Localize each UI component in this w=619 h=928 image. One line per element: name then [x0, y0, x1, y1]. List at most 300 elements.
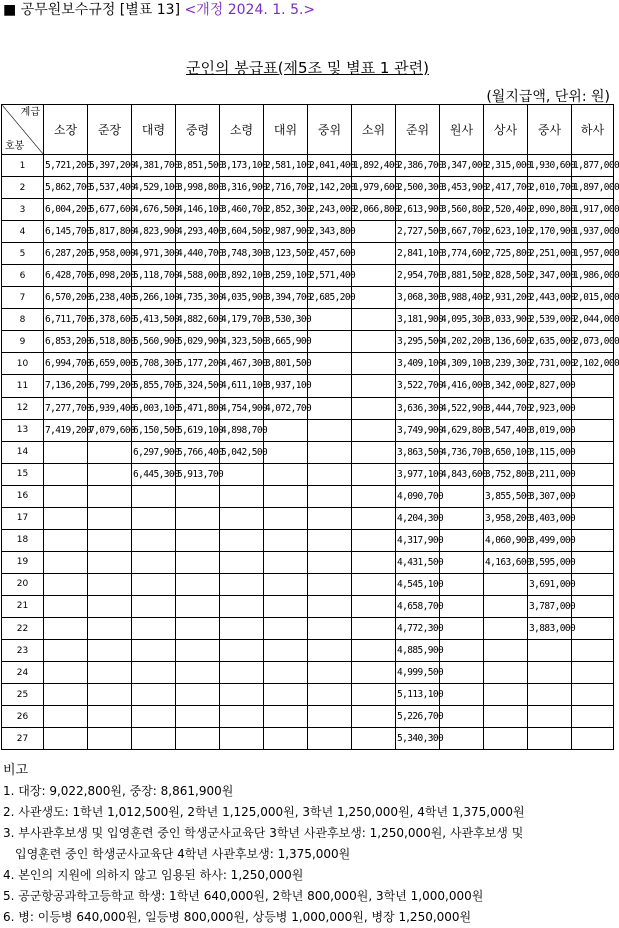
salary-cell: 3,033,900 [484, 309, 528, 331]
salary-cell: 2,828,500 [484, 265, 528, 287]
salary-cell: 4,416,000 [440, 375, 484, 397]
step-cell: 22 [2, 617, 44, 639]
salary-cell: 2,635,000 [528, 331, 572, 353]
salary-cell: 3,801,500 [264, 353, 308, 375]
step-cell: 1 [2, 155, 44, 177]
salary-cell [220, 507, 264, 529]
salary-cell [132, 640, 176, 662]
salary-cell: 2,315,000 [484, 155, 528, 177]
salary-cell: 3,444,700 [484, 397, 528, 419]
step-cell: 3 [2, 199, 44, 221]
salary-cell: 2,347,000 [528, 265, 572, 287]
salary-cell [176, 617, 220, 639]
salary-cell [132, 529, 176, 551]
step-cell: 16 [2, 485, 44, 507]
salary-cell [220, 706, 264, 728]
salary-cell: 6,150,500 [132, 419, 176, 441]
salary-cell [88, 507, 132, 529]
header-row [2, 105, 614, 155]
salary-cell [176, 551, 220, 573]
salary-cell [352, 221, 396, 243]
salary-cell: 2,623,100 [484, 221, 528, 243]
salary-cell [440, 529, 484, 551]
salary-cell: 2,841,100 [396, 243, 440, 265]
salary-cell [352, 309, 396, 331]
salary-cell: 2,142,200 [308, 177, 352, 199]
salary-cell: 3,748,300 [220, 243, 264, 265]
salary-cell [264, 706, 308, 728]
salary-cell [88, 617, 132, 639]
salary-cell: 3,019,000 [528, 419, 572, 441]
table-body [2, 155, 619, 750]
salary-cell: 1,930,600 [528, 155, 572, 177]
salary-cell [528, 640, 572, 662]
salary-cell [264, 463, 308, 485]
salary-cell: 6,853,200 [44, 331, 88, 353]
salary-cell [220, 728, 264, 750]
salary-cell [352, 463, 396, 485]
note-item [3, 865, 525, 886]
salary-cell: 6,711,700 [44, 309, 88, 331]
table-row [2, 397, 614, 419]
salary-cell [44, 529, 88, 551]
note-number: 6. [3, 910, 15, 924]
table-row [2, 551, 614, 573]
salary-cell [440, 573, 484, 595]
table-row [2, 617, 614, 639]
salary-cell: 2,417,700 [484, 177, 528, 199]
salary-cell [132, 485, 176, 507]
salary-cell [308, 595, 352, 617]
document-header [3, 1, 315, 19]
salary-cell: 2,520,400 [484, 199, 528, 221]
salary-cell: 4,999,500 [396, 662, 440, 684]
salary-cell [176, 640, 220, 662]
salary-cell: 3,173,100 [220, 155, 264, 177]
salary-cell: 2,685,200 [308, 287, 352, 309]
salary-cell [572, 706, 614, 728]
salary-cell [88, 640, 132, 662]
salary-cell: 6,939,400 [88, 397, 132, 419]
salary-cell: 6,659,000 [88, 353, 132, 375]
salary-cell [44, 706, 88, 728]
salary-cell: 4,163,600 [484, 551, 528, 573]
salary-cell: 2,852,300 [264, 199, 308, 221]
salary-cell [220, 617, 264, 639]
salary-cell: 4,629,800 [440, 419, 484, 441]
salary-cell: 4,735,300 [176, 287, 220, 309]
salary-cell: 4,754,900 [220, 397, 264, 419]
salary-cell [440, 485, 484, 507]
salary-cell: 2,827,000 [528, 375, 572, 397]
note-item [3, 907, 525, 928]
salary-cell: 2,044,000 [572, 309, 614, 331]
note-text: 대장: 9,022,800원, 중장: 8,861,900원 [18, 784, 234, 798]
note-number: 3. [3, 826, 15, 840]
salary-cell [484, 595, 528, 617]
salary-cell: 3,958,200 [484, 507, 528, 529]
table-row [2, 265, 614, 287]
salary-cell [572, 485, 614, 507]
salary-cell [572, 397, 614, 419]
salary-cell: 5,862,700 [44, 177, 88, 199]
salary-cell [572, 595, 614, 617]
salary-cell [220, 662, 264, 684]
salary-cell [132, 662, 176, 684]
salary-cell: 5,708,300 [132, 353, 176, 375]
notes-section [3, 760, 525, 928]
table-row [2, 728, 614, 750]
table-row [2, 221, 614, 243]
salary-cell [220, 463, 264, 485]
table-row [2, 375, 614, 397]
salary-cell: 3,851,500 [176, 155, 220, 177]
salary-cell: 4,736,700 [440, 441, 484, 463]
salary-cell: 3,295,500 [396, 331, 440, 353]
salary-cell: 2,539,000 [528, 309, 572, 331]
salary-cell [264, 662, 308, 684]
salary-cell [88, 551, 132, 573]
salary-cell: 2,954,700 [396, 265, 440, 287]
table-row [2, 529, 614, 551]
salary-cell [528, 662, 572, 684]
salary-cell: 3,977,100 [396, 463, 440, 485]
salary-cell: 3,068,300 [396, 287, 440, 309]
note-text: 병: 이등병 640,000원, 일등병 800,000원, 상등병 1,000,000원, 병장 1,250,000원 [18, 910, 472, 924]
note-number: 2. [3, 805, 15, 819]
salary-cell [308, 397, 352, 419]
salary-cell [308, 375, 352, 397]
salary-cell [88, 684, 132, 706]
salary-cell [308, 551, 352, 573]
salary-cell: 3,394,700 [264, 287, 308, 309]
salary-cell [308, 419, 352, 441]
salary-cell [88, 485, 132, 507]
salary-cell [132, 684, 176, 706]
rank-header: 소장 [44, 105, 88, 155]
salary-cell [132, 507, 176, 529]
salary-cell [308, 441, 352, 463]
salary-cell: 3,937,100 [264, 375, 308, 397]
salary-cell [88, 728, 132, 750]
salary-cell: 5,855,700 [132, 375, 176, 397]
salary-cell [484, 662, 528, 684]
salary-cell [528, 728, 572, 750]
salary-cell [264, 573, 308, 595]
salary-cell [220, 573, 264, 595]
salary-cell [440, 662, 484, 684]
salary-cell [264, 684, 308, 706]
salary-cell [308, 485, 352, 507]
salary-cell: 6,238,400 [88, 287, 132, 309]
salary-cell: 3,863,500 [396, 441, 440, 463]
step-cell: 13 [2, 419, 44, 441]
salary-cell [352, 662, 396, 684]
table-row [2, 507, 614, 529]
note-item [3, 886, 525, 907]
salary-cell [44, 463, 88, 485]
salary-cell: 5,226,700 [396, 706, 440, 728]
salary-cell: 3,307,000 [528, 485, 572, 507]
salary-cell [352, 353, 396, 375]
salary-cell [44, 551, 88, 573]
step-cell: 20 [2, 573, 44, 595]
salary-cell: 6,799,200 [88, 375, 132, 397]
salary-cell: 3,136,600 [484, 331, 528, 353]
salary-cell: 5,677,600 [88, 199, 132, 221]
salary-cell: 4,898,700 [220, 419, 264, 441]
salary-cell: 4,179,700 [220, 309, 264, 331]
salary-cell [352, 331, 396, 353]
salary-cell: 6,378,600 [88, 309, 132, 331]
salary-cell [352, 485, 396, 507]
table-row [2, 287, 614, 309]
salary-cell: 6,098,200 [88, 265, 132, 287]
salary-cell: 2,041,400 [308, 155, 352, 177]
salary-cell: 4,095,300 [440, 309, 484, 331]
salary-cell: 7,136,200 [44, 375, 88, 397]
notes-title: 비고 [3, 763, 29, 778]
rank-header: 대령 [132, 105, 176, 155]
salary-cell [528, 684, 572, 706]
salary-cell: 4,323,500 [220, 331, 264, 353]
salary-cell: 4,885,900 [396, 640, 440, 662]
salary-cell: 3,342,000 [484, 375, 528, 397]
salary-cell [440, 728, 484, 750]
salary-cell [352, 684, 396, 706]
table-title: 군인의 봉급표(제5조 및 별표 1 관련) [185, 59, 429, 77]
salary-cell [264, 507, 308, 529]
salary-cell [176, 529, 220, 551]
corner-rank-label: 계급 [20, 107, 40, 118]
salary-cell [572, 507, 614, 529]
step-cell: 25 [2, 684, 44, 706]
salary-cell [132, 617, 176, 639]
salary-cell [44, 728, 88, 750]
salary-cell [88, 662, 132, 684]
salary-cell [176, 706, 220, 728]
salary-cell: 2,343,800 [308, 221, 352, 243]
salary-cell [352, 265, 396, 287]
table-row [2, 199, 614, 221]
salary-cell: 2,987,900 [264, 221, 308, 243]
salary-cell [352, 706, 396, 728]
salary-cell: 5,413,500 [132, 309, 176, 331]
salary-cell [484, 706, 528, 728]
salary-cell: 5,177,200 [176, 353, 220, 375]
salary-cell: 5,118,700 [132, 265, 176, 287]
salary-cell [440, 507, 484, 529]
salary-cell [308, 507, 352, 529]
salary-cell: 6,428,700 [44, 265, 88, 287]
salary-cell: 2,010,700 [528, 177, 572, 199]
salary-cell [352, 419, 396, 441]
salary-cell: 2,923,000 [528, 397, 572, 419]
salary-cell: 3,115,000 [528, 441, 572, 463]
salary-cell [352, 243, 396, 265]
step-cell: 14 [2, 441, 44, 463]
salary-cell [308, 331, 352, 353]
salary-cell: 4,971,300 [132, 243, 176, 265]
salary-cell: 2,243,000 [308, 199, 352, 221]
table-row [2, 309, 614, 331]
salary-cell: 3,667,700 [440, 221, 484, 243]
salary-cell [352, 728, 396, 750]
step-cell: 27 [2, 728, 44, 750]
salary-cell [484, 617, 528, 639]
step-cell: 18 [2, 529, 44, 551]
salary-cell [484, 684, 528, 706]
salary-cell [44, 441, 88, 463]
table-row [2, 177, 614, 199]
salary-cell [88, 463, 132, 485]
salary-cell [44, 485, 88, 507]
salary-cell: 4,090,700 [396, 485, 440, 507]
salary-cell [352, 551, 396, 573]
rank-header: 원사 [440, 105, 484, 155]
salary-cell: 3,636,300 [396, 397, 440, 419]
salary-cell: 3,403,000 [528, 507, 572, 529]
salary-cell: 4,072,700 [264, 397, 308, 419]
step-cell: 9 [2, 331, 44, 353]
revision-link[interactable]: <개정 2024. 1. 5.> [184, 2, 316, 18]
salary-cell: 4,588,000 [176, 265, 220, 287]
salary-cell: 2,716,700 [264, 177, 308, 199]
salary-cell [572, 684, 614, 706]
salary-cell: 5,560,900 [132, 331, 176, 353]
salary-cell [440, 617, 484, 639]
salary-cell: 1,892,400 [352, 155, 396, 177]
salary-cell: 1,897,000 [572, 177, 614, 199]
salary-cell: 1,917,000 [572, 199, 614, 221]
salary-cell: 7,079,600 [88, 419, 132, 441]
salary-cell: 3,988,400 [440, 287, 484, 309]
salary-cell: 4,060,900 [484, 529, 528, 551]
salary-cell [440, 640, 484, 662]
table-row [2, 595, 614, 617]
salary-cell [132, 728, 176, 750]
salary-cell [264, 441, 308, 463]
salary-cell: 4,293,400 [176, 221, 220, 243]
salary-cell: 2,102,000 [572, 353, 614, 375]
salary-cell: 2,073,000 [572, 331, 614, 353]
salary-cell: 7,419,200 [44, 419, 88, 441]
salary-cell: 6,297,900 [132, 441, 176, 463]
salary-cell: 4,317,900 [396, 529, 440, 551]
rank-header: 준장 [88, 105, 132, 155]
salary-cell [572, 573, 614, 595]
salary-cell: 5,113,100 [396, 684, 440, 706]
step-cell: 19 [2, 551, 44, 573]
salary-cell [308, 662, 352, 684]
salary-cell: 4,431,500 [396, 551, 440, 573]
salary-cell: 3,181,900 [396, 309, 440, 331]
salary-cell: 5,266,100 [132, 287, 176, 309]
step-cell: 8 [2, 309, 44, 331]
salary-cell [572, 617, 614, 639]
salary-cell: 5,471,800 [176, 397, 220, 419]
salary-cell [352, 441, 396, 463]
salary-table [1, 104, 619, 750]
salary-cell [176, 595, 220, 617]
table-row [2, 419, 614, 441]
salary-cell [264, 419, 308, 441]
salary-cell [308, 617, 352, 639]
salary-cell [572, 551, 614, 573]
table-row [2, 353, 614, 375]
salary-cell: 3,123,500 [264, 243, 308, 265]
salary-cell [220, 640, 264, 662]
salary-cell: 3,665,900 [264, 331, 308, 353]
step-cell: 10 [2, 353, 44, 375]
salary-cell [572, 662, 614, 684]
salary-cell: 6,287,200 [44, 243, 88, 265]
salary-cell [220, 595, 264, 617]
note-item [3, 823, 525, 844]
salary-cell [308, 309, 352, 331]
salary-cell: 3,211,000 [528, 463, 572, 485]
salary-cell: 4,204,300 [396, 507, 440, 529]
salary-cell: 4,440,700 [176, 243, 220, 265]
note-continuation: 입영훈련 중인 학생군사교육단 4학년 사관후보생: 1,375,000원 [15, 847, 351, 861]
salary-cell [572, 728, 614, 750]
salary-cell: 6,570,200 [44, 287, 88, 309]
salary-cell: 1,957,000 [572, 243, 614, 265]
rank-header: 중령 [176, 105, 220, 155]
salary-cell: 7,277,700 [44, 397, 88, 419]
salary-cell [264, 529, 308, 551]
salary-cell: 5,817,800 [88, 221, 132, 243]
salary-cell: 1,937,000 [572, 221, 614, 243]
salary-cell: 4,522,900 [440, 397, 484, 419]
salary-cell: 4,772,300 [396, 617, 440, 639]
salary-cell: 6,518,800 [88, 331, 132, 353]
salary-cell: 3,881,500 [440, 265, 484, 287]
salary-cell: 5,721,200 [44, 155, 88, 177]
note-item [3, 802, 525, 823]
step-cell: 4 [2, 221, 44, 243]
salary-cell [176, 662, 220, 684]
salary-cell [88, 441, 132, 463]
salary-cell [264, 485, 308, 507]
salary-cell [44, 507, 88, 529]
note-item [3, 781, 525, 802]
salary-cell: 3,691,000 [528, 573, 572, 595]
salary-cell: 2,613,900 [396, 199, 440, 221]
table-row [2, 662, 614, 684]
note-text: 공군항공과학고등학교 학생: 1학년 640,000원, 2학년 800,000원, 3학년 1,000,000원 [18, 889, 484, 903]
salary-cell: 2,725,800 [484, 243, 528, 265]
step-cell: 21 [2, 595, 44, 617]
salary-cell [308, 573, 352, 595]
rank-header: 상사 [484, 105, 528, 155]
rank-header: 대위 [264, 105, 308, 155]
table-row [2, 155, 614, 177]
salary-cell: 2,251,000 [528, 243, 572, 265]
salary-cell: 2,581,100 [264, 155, 308, 177]
salary-cell: 2,500,300 [396, 177, 440, 199]
salary-cell: 5,619,100 [176, 419, 220, 441]
salary-cell [308, 463, 352, 485]
salary-cell [484, 640, 528, 662]
rank-header: 중위 [308, 105, 352, 155]
salary-cell: 4,146,100 [176, 199, 220, 221]
salary-cell: 2,727,500 [396, 221, 440, 243]
salary-cell [220, 551, 264, 573]
salary-cell [176, 485, 220, 507]
salary-cell: 1,877,000 [572, 155, 614, 177]
salary-cell: 6,445,300 [132, 463, 176, 485]
